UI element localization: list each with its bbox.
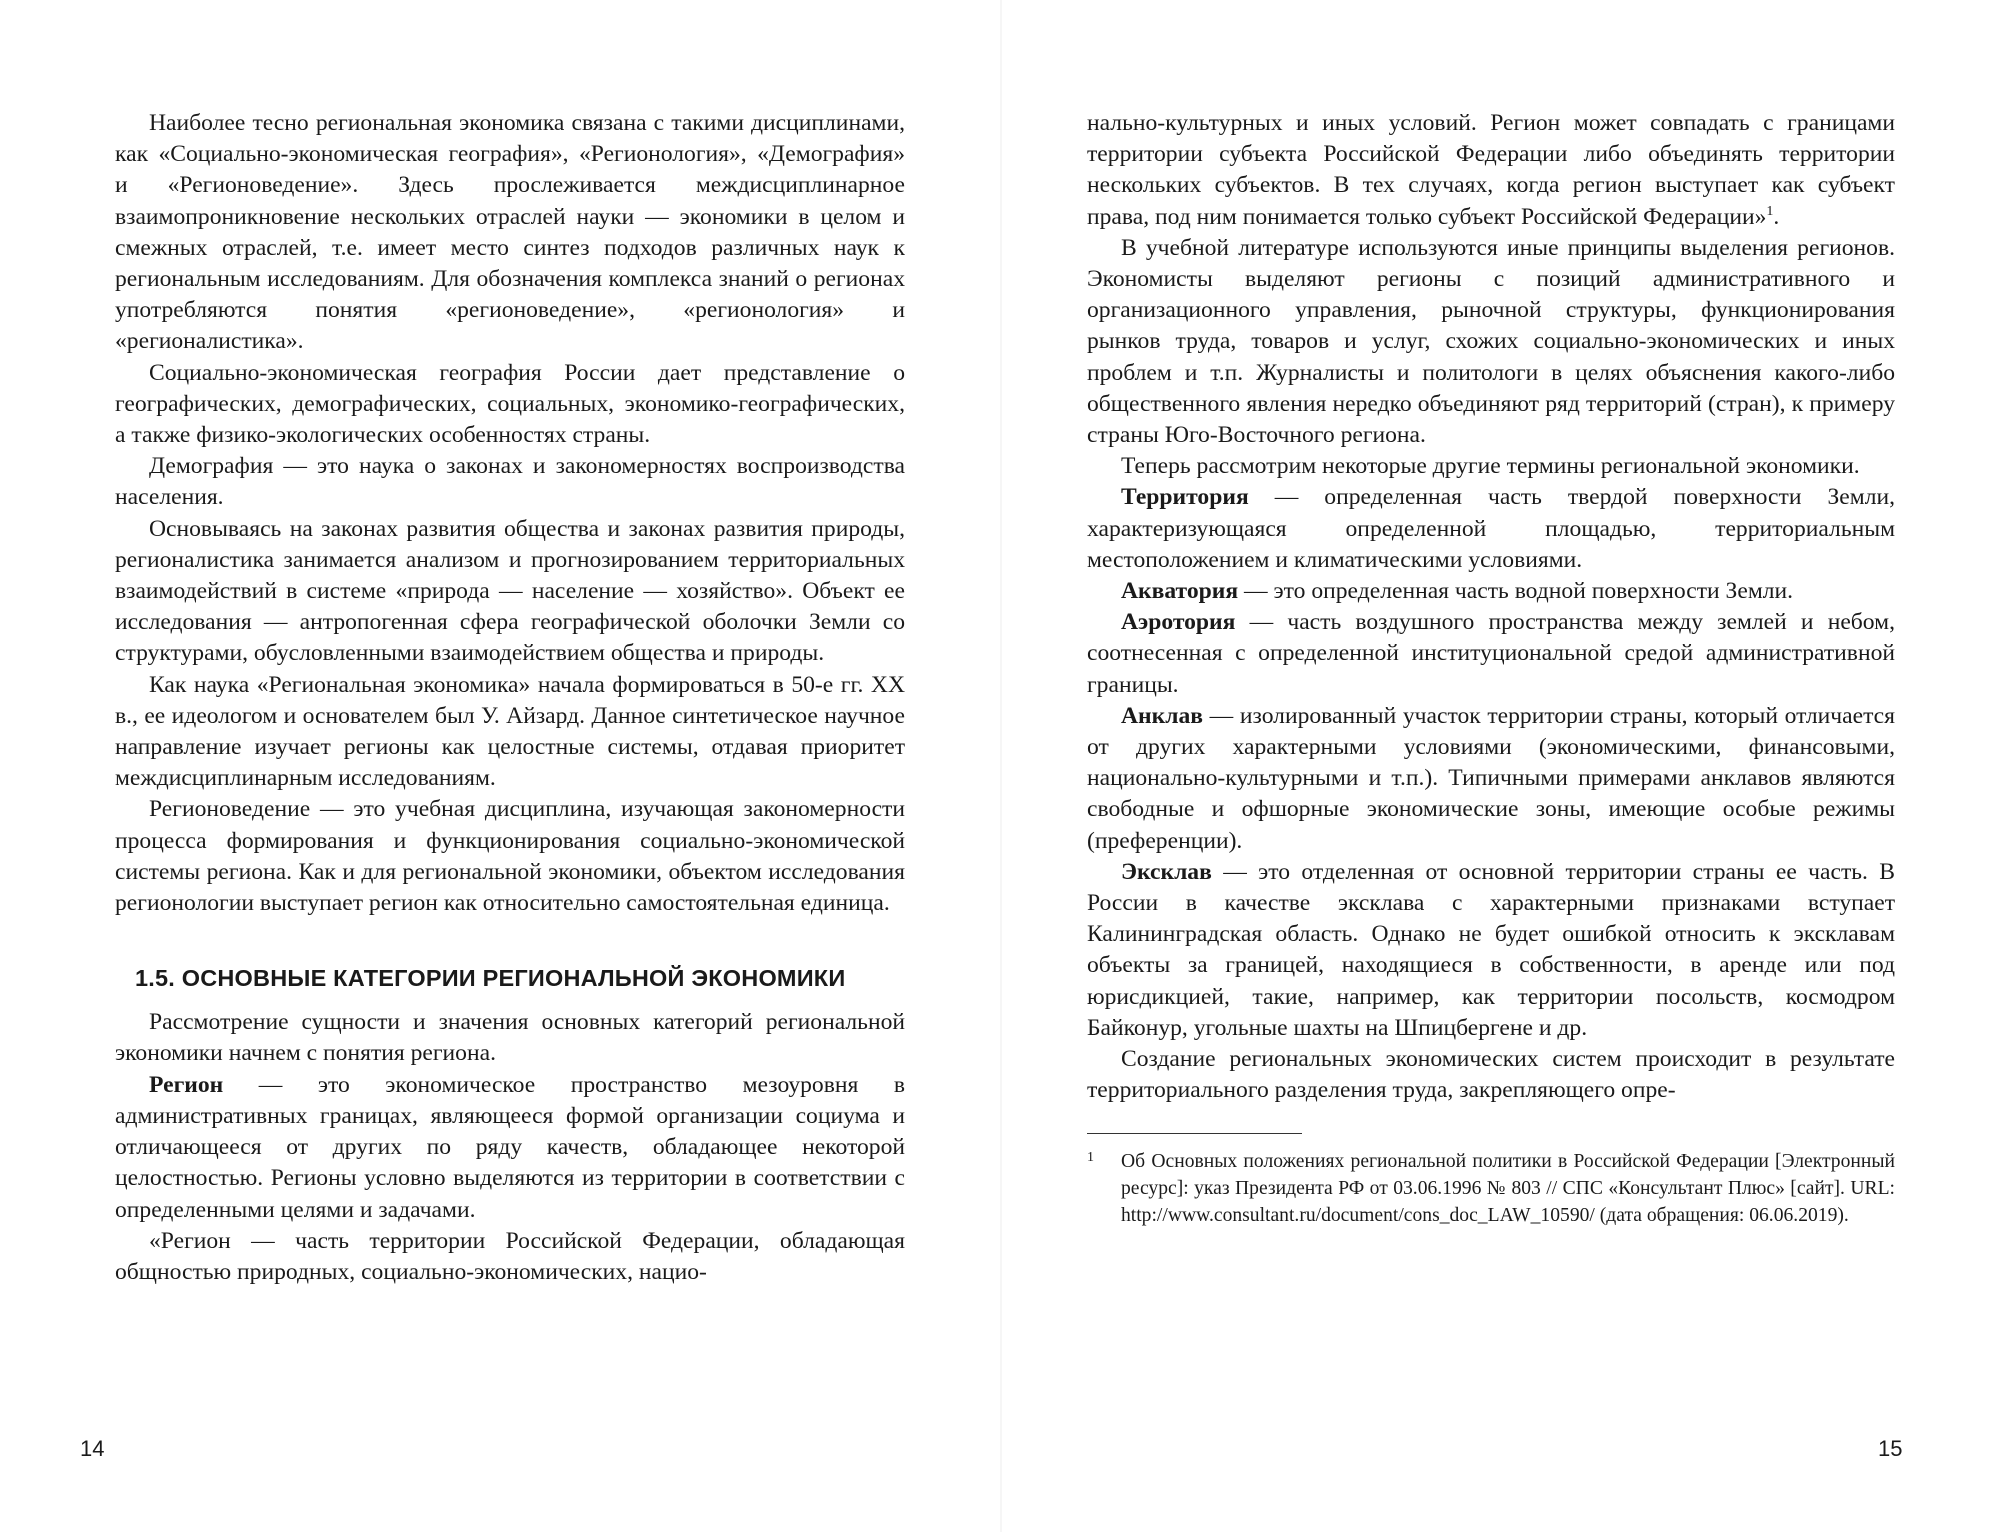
left-paragraph-4: Основываясь на законах развития общества и законах развития природы, регионалистика занимается анализом и прогнозированием территориальных взаимодействий в системе «природа — население — хозяйство». Объект ее исследования — антропогенная сфера географической оболочки Земли со структурами, обусловленными взаимодействием общества и природы. [115,515,905,667]
footnote [1087,1148,1895,1230]
term-definition-enclave [1087,701,1895,857]
term-region: Регион [149,1071,224,1098]
right-paragraph-1: В учебной литературе используются иные принципы выделения регионов. Экономисты выделяют регионы с позиций административного и организационного управления, рыночной структуры, функционирования рынков труда, товаров и услуг, схожих социально-экономических и иных проблем и т.п. Журналисты и политологи в целях объяснения какого-либо общественного явления нередко объединяют ряд территорий (стран), к примеру страны Юго-Восточного региона. [1087,234,1895,449]
page-gutter [1000,0,1002,1532]
definition-text: — часть воздушного пространства между землей и небом, соотнесенная с определенной институциональной средой административной границы. [1087,609,1895,698]
definition-text: — определенная часть твердой поверхности Земли, характеризующаяся определенной площадью, территориальным местоположением и климатическими условиями. [1087,484,1895,573]
footnote-mark: 1 [1087,1149,1094,1165]
left-paragraph-6: Регионоведение — это учебная дисциплина, изучающая закономерности процесса формирования и функционирования социально-экономической системы региона. Как и для региональной экономики, объектом исследования регионологии выступает регион как относительно самостоятельная единица. [115,796,905,917]
section-heading: 1.5. ОСНОВНЫЕ КАТЕГОРИИ РЕГИОНАЛЬНОЙ ЭКОНОМИКИ [135,965,846,992]
page-number-right: 15 [1878,1436,1903,1461]
quote-start: «Регион — часть территории Российской Федерации, обладающая общностью природных, социально-экономических, нацио- [115,1227,905,1285]
term-definition-exclave [1087,857,1895,1044]
footnote-divider [1087,1133,1302,1134]
term-exclave: Эксклав [1121,858,1212,885]
region-definition-text: — это экономическое пространство мезоуровня в административных границах, являющееся формой организации социума и отличающееся от других по ряду качеств, обладающее некоторой целостностью. Регионы условно выделяются из территории в соответствии с определенными целями и задачами. [115,1071,905,1223]
definition-text: — это определенная часть водной поверхности Земли. [1238,578,1794,605]
left-paragraph-1: Наиболее тесно региональная экономика связана с такими дисциплинами, как «Социально-экономическая география», «Регионология», «Демография» и «Регионоведение». Здесь прослеживается междисциплинарное взаимопроникновение нескольких отраслей науки — экономики в целом и смежных отраслей, т.е. имеет место синтез подходов различных наук к региональным исследованиям. Для обозначения комплекса знаний о регионах употребляются понятия «регионоведение», «регионология» и «регионалистика». [115,110,905,355]
left-paragraph-2: Социально-экономическая география России дает представление о географических, демографических, социальных, экономико-географических, а также физико-экологических особенностях страны. [115,359,905,449]
right-paragraph-2: Теперь рассмотрим некоторые другие термины региональной экономики. [1121,453,1860,480]
definition-text: — изолированный участок территории страны, который отличается от других характерными условиями (экономическими, финансовыми, национально-культурными и т.п.). Типичными примерами анклавов являются свободные и офшорные экономические зоны, имеющие особые режимы (преференции). [1087,702,1895,854]
quote-end: нально-культурных и иных условий. Регион может совпадать с границами территории субъекта Российской Федерации либо объединять территории нескольких субъектов. В тех случаях, когда регион выступает как субъект права, под ним понимается только субъект Российской Федерации»$^1$. [1087,110,1895,230]
footnote-reference[interactable]: 1 [1766,203,1774,219]
definition-text: — это отделенная от основной территории страны ее часть. В России в качестве эксклава с характерными признаками вступает Калининградская область. Однако не будет ошибкой относить к эксклавам объекты за границей, находящиеся в собственности, в аренде или под юрисдикцией, такие, например, как территории посольств, космодром Байконур, угольные шахты на Шпицбергене и др. [1087,858,1895,1041]
term-definition-aerotory [1087,607,1895,701]
term-definition-territory [1087,482,1895,576]
term-enclave: Анклав [1121,702,1204,729]
term-definition-aquatory [1087,576,1895,607]
left-paragraph-5: Как наука «Региональная экономика» начала формироваться в 50-е гг. XX в., ее идеологом и основателем был У. Айзард. Данное синтетическое научное направление изучает регионы как целостные системы, отдавая приоритет междисциплинарным исследованиям. [115,671,905,792]
right-page [1087,108,1895,1230]
term-aerotory: Аэротория [1121,609,1236,636]
footnote-text: Об Основных положениях региональной политики в Российской Федерации [Электронный ресурс]: указ Президента РФ от 03.06.1996 № 803 // СПС «Консультант Плюс» [сайт]. URL: http://www.consultant.ru/document/cons_doc_LAW_10590/ (дата обращения: 06.06.2019). [1121,1150,1895,1227]
term-aquatory: Акватория [1121,578,1239,605]
quote-end-text: нально-культурных и иных условий. Регион может совпадать с границами территории субъекта Российской Федерации либо объединять территории нескольких субъектов. В тех случаях, когда регион выступает как субъект права, под ним понимается только субъект Российской Федерации» [1087,110,1895,230]
closing-paragraph: Создание региональных экономических систем происходит в результате территориального разделения труда, закрепляющего опре- [1087,1046,1895,1104]
term-territory: Территория [1121,484,1249,511]
left-paragraph-7: Рассмотрение сущности и значения основных категорий региональной экономики начнем с понятия региона. [115,1009,905,1067]
page-number-left: 14 [80,1436,105,1461]
left-paragraph-3: Демография — это наука о законах и закономерностях воспроизводства населения. [115,453,905,511]
region-definition [115,1070,905,1226]
left-page [115,108,905,1288]
